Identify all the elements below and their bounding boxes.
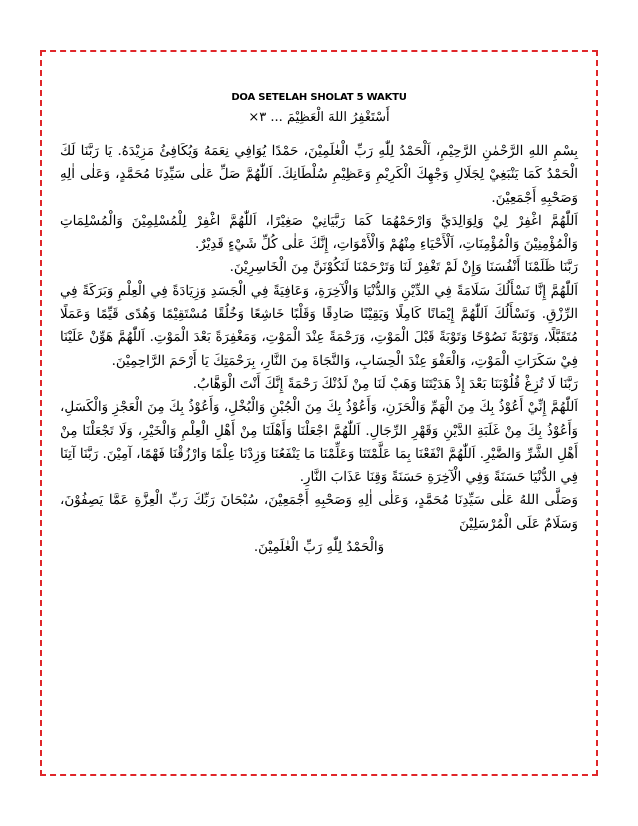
prayer-paragraph: اَللّٰهُمَّ إِنَّا نَسْأَلُكَ سَلَامَةً فِي الدِّيْنِ وَالدُّنْيَا وَالْآخِرَةِ، وَعَافِيَةً فِي الْجَسَدِ وَزِيَادَةً فِي الْعِلْمِ وَبَرَكَةً فِي الرِّزْقِ. وَنَسْأَلُكَ اَللّٰهُمَّ إِيْمَانًا كَامِلًا وَيَقِيْنًا صَادِقًا وَقَلْبًا خَاشِعًا وَخُلُقًا مُسْتَقِيْمًا وَهُدًى قَيِّمًا وَعَمَلًا مُتَقَبَّلًا، وَتَوْبَةً نَصُوْحًا وَتَوْبَةً قَبْلَ الْمَوْتِ، وَرَحْمَةً عِنْدَ الْمَوْتِ، وَمَغْفِرَةً بَعْدَ الْمَوْتِ. اَللّٰهُمَّ هَوِّنْ عَلَيْنَا فِيْ سَكَرَاتِ الْمَوْتِ، وَالْعَفْوَ عِنْدَ الْحِسَابِ، وَالنَّجَاةَ مِنَ النَّارِ، بِرَحْمَتِكَ يَا أَرْحَمَ الرَّاحِمِيْنَ.: [60, 283, 578, 369]
prayer-paragraph: رَبَّنَا لَا تُزِغْ قُلُوْبَنَا بَعْدَ إِذْ هَدَيْتَنَا وَهَبْ لَنَا مِنْ لَدُنْكَ رَحْمَةً إِنَّكَ أَنْتَ الْوَهَّابُ.: [192, 376, 578, 392]
page-title: DOA SETELAH SHOLAT 5 WAKTU: [231, 92, 407, 103]
dashed-border-frame: [40, 50, 598, 776]
closing-line: وَالْحَمْدُ لِلّٰهِ رَبِّ الْعٰلَمِيْنَ.: [253, 540, 385, 556]
prayer-body: [60, 140, 578, 559]
prayer-paragraph: رَبَّنَا ظَلَمْنَا أَنْفُسَنَا وَإِنْ لَمْ تَغْفِرْ لَنَا وَتَرْحَمْنَا لَنَكُوْنَنَّ مِنَ الْخَاسِرِيْنَ.: [229, 260, 578, 276]
prayer-paragraph: بِسْمِ اللهِ الرَّحْمٰنِ الرَّحِيْمِ، اَلْحَمْدُ لِلّٰهِ رَبِّ الْعٰلَمِيْنَ، حَمْدًا يُوَافِي نِعَمَهُ وَيُكَافِئُ مَزِيْدَهُ. يَا رَبَّنَا لَكَ الْحَمْدُ كَمَا يَنْبَغِيْ لِجَلَالِ وَجْهِكَ الْكَرِيْمِ وَعَظِيْمِ سُلْطَانِكَ. اَللّٰهُمَّ صَلِّ عَلٰى سَيِّدِنَا مُحَمَّدٍ، وَعَلٰى اٰلِهِ وَصَحْبِهِ أَجْمَعِيْنَ.: [60, 144, 578, 206]
prayer-paragraph: اَللّٰهُمَّ إِنِّيْ أَعُوْذُ بِكَ مِنَ الْهَمِّ وَالْحَزَنِ، وَأَعُوْذُ بِكَ مِنَ الْجُبْنِ وَالْبُخْلِ، وَأَعُوْذُ بِكَ مِنَ الْعَجْزِ وَالْكَسَلِ، وَأَعُوْذُ بِكَ مِنْ غَلَبَةِ الدَّيْنِ وَقَهْرِ الرِّجَالِ. اَللّٰهُمَّ اجْعَلْنَا وَأَهْلَنَا مِنْ أَهْلِ الْعِلْمِ وَالْخَيْرِ، وَلَا تَجْعَلْنَا مِنْ أَهْلِ الشَّرِّ وَالضَّيْرِ. اَللّٰهُمَّ انْفَعْنَا بِمَا عَلَّمْتَنَا وَعَلِّمْنَا مَا يَنْفَعُنَا وَزِدْنَا عِلْمًا وَارْزُقْنَا فَهْمًا، آمِيْنَ. رَبَّنَا آتِنَا فِي الدُّنْيَا حَسَنَةً وَفِي الْآخِرَةِ حَسَنَةً وَقِنَا عَذَابَ النَّارِ.: [60, 400, 578, 486]
prayer-paragraph: وَصَلَّى اللهُ عَلٰى سَيِّدِنَا مُحَمَّدٍ، وَعَلٰى اٰلِهِ وَصَحْبِهِ أَجْمَعِيْنَ، سُبْحَانَ رَبِّكَ رَبِّ الْعِزَّةِ عَمَّا يَصِفُوْنَ، وَسَلَامٌ عَلَى الْمُرْسَلِيْنَ: [60, 493, 578, 532]
prayer-paragraph: اَللّٰهُمَّ اغْفِرْ لِيْ وَلِوَالِدَيَّ وَارْحَمْهُمَا كَمَا رَبَّيَانِيْ صَغِيْرًا، اَللّٰهُمَّ اغْفِرْ لِلْمُسْلِمِيْنَ وَالْمُسْلِمَاتِ وَالْمُؤْمِنِيْنَ وَالْمُؤْمِنَاتِ، اَلْأَحْيَاءِ مِنْهُمْ وَالْأَمْوَاتِ، إِنَّكَ عَلٰى كُلِّ شَيْءٍ قَدِيْرٌ.: [60, 213, 578, 253]
istighfar-line: أَسْتَغْفِرُ اللهَ الْعَظِيْمَ ... ٣×: [248, 110, 390, 125]
